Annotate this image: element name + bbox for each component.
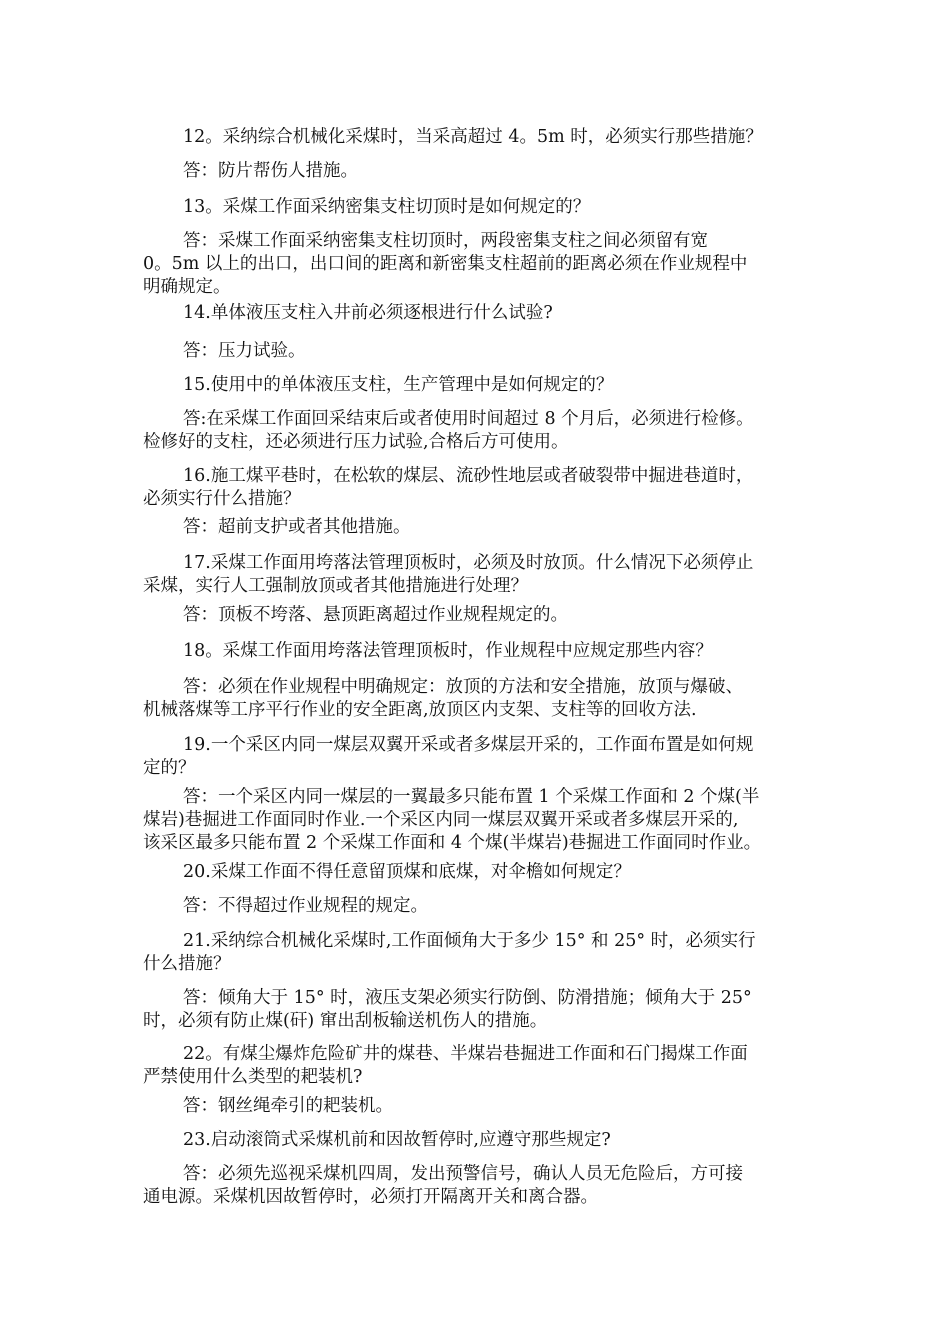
text-line: 13。采煤工作面采纳密集支柱切顶时是如何规定的？: [183, 197, 591, 217]
question-paragraph: [143, 734, 811, 780]
text-line: 答:在采煤工作面回采结束后或者使用时间超过 8 个月后，必须进行检修。: [183, 409, 754, 429]
text-line: 19.一个采区内同一煤层双翼开采或者多煤层开采的，工作面布置是如何规: [183, 735, 754, 755]
question-paragraph: [143, 196, 811, 219]
text-line: 明确规定。: [143, 277, 231, 297]
answer-paragraph: [143, 340, 811, 363]
text-line: 答：必须先巡视采煤机四周，发出预警信号，确认人员无危险后，方可接: [183, 1164, 743, 1184]
text-line: 严禁使用什么类型的耙装机?: [143, 1067, 363, 1087]
text-line: 答：必须在作业规程中明确规定：放顶的方法和安全措施，放顶与爆破、: [183, 677, 743, 697]
answer-paragraph: [143, 408, 811, 454]
answer-paragraph: [143, 895, 811, 918]
answer-paragraph: [143, 1095, 811, 1118]
text-line: 22。有煤尘爆炸危险矿井的煤巷、半煤岩巷掘进工作面和石门揭煤工作面: [183, 1044, 748, 1064]
text-line: 15.使用中的单体液压支柱，生产管理中是如何规定的？: [183, 375, 614, 395]
text-line: 答：倾角大于 15° 时，液压支架必须实行防倒、防滑措施；倾角大于 25°: [183, 988, 752, 1008]
text-line: 答：防片帮伤人措施。: [183, 161, 358, 181]
text-line: 20.采煤工作面不得任意留顶煤和底煤，对伞檐如何规定？: [183, 862, 631, 882]
question-paragraph: [143, 465, 811, 511]
answer-paragraph: [143, 987, 811, 1033]
text-line: 机械落煤等工序平行作业的安全距离,放顶区内支架、支柱等的回收方法.: [143, 700, 697, 720]
question-paragraph: [143, 552, 811, 598]
text-line: 答：顶板不垮落、悬顶距离超过作业规程规定的。: [183, 605, 568, 625]
text-line: 答：超前支护或者其他措施。: [183, 517, 411, 537]
text-line: 必须实行什么措施？: [143, 489, 301, 509]
answer-paragraph: [143, 1163, 811, 1209]
answer-paragraph: [143, 230, 811, 299]
text-line: 检修好的支柱，还必须进行压力试验,合格后方可使用。: [143, 432, 569, 452]
answer-paragraph: [143, 604, 811, 627]
question-paragraph: [143, 640, 811, 663]
text-line: 21.采纳综合机械化采煤时,工作面倾角大于多少 15° 和 25° 时，必须实行: [183, 931, 756, 951]
text-line: 什么措施？: [143, 954, 231, 974]
text-line: 答：采煤工作面采纳密集支柱切顶时，两段密集支柱之间必须留有宽: [183, 231, 708, 251]
answer-paragraph: [143, 786, 811, 855]
question-paragraph: [143, 126, 811, 149]
text-line: 通电源。采煤机因故暂停时，必须打开隔离开关和离合器。: [143, 1187, 598, 1207]
answer-paragraph: [143, 516, 811, 539]
question-paragraph: [143, 302, 811, 325]
text-line: 17.采煤工作面用垮落法管理顶板时，必须及时放顶。什么情况下必须停止: [183, 553, 754, 573]
question-paragraph: [143, 930, 811, 976]
text-line: 时，必须有防止煤(矸) 窜出刮板输送机伤人的措施。: [143, 1011, 548, 1031]
text-line: 采煤，实行人工强制放顶或者其他措施进行处理？: [143, 576, 528, 596]
text-line: 23.启动滚筒式采煤机前和因故暂停时,应遵守那些规定?: [183, 1130, 611, 1150]
text-line: 答：一个采区内同一煤层的一翼最多只能布置 1 个采煤工作面和 2 个煤(半: [183, 787, 760, 807]
answer-paragraph: [143, 160, 811, 183]
text-line: 答：压力试验。: [183, 341, 306, 361]
text-line: 定的？: [143, 758, 196, 778]
text-line: 答：钢丝绳牵引的耙装机。: [183, 1096, 393, 1116]
text-line: 0。5m 以上的出口，出口间的距离和新密集支柱超前的距离必须在作业规程中: [143, 254, 748, 274]
question-paragraph: [143, 1129, 811, 1152]
text-line: 14.单体液压支柱入井前必须逐根进行什么试验?: [183, 303, 553, 323]
answer-paragraph: [143, 676, 811, 722]
text-line: 煤岩)巷掘进工作面同时作业.一个采区内同一煤层双翼开采或者多煤层开采的,: [143, 810, 739, 830]
text-line: 18。采煤工作面用垮落法管理顶板时，作业规程中应规定那些内容？: [183, 641, 713, 661]
question-paragraph: [143, 1043, 811, 1089]
question-paragraph: [143, 861, 811, 884]
text-line: 该采区最多只能布置 2 个采煤工作面和 4 个煤(半煤岩)巷掘进工作面同时作业。: [143, 833, 762, 853]
question-paragraph: [143, 374, 811, 397]
text-line: 16.施工煤平巷时，在松软的煤层、流砂性地层或者破裂带中掘进巷道时，: [183, 466, 754, 486]
text-line: 12。采纳综合机械化采煤时，当采高超过 4。5m 时，必须实行那些措施？: [183, 127, 763, 147]
text-line: 答：不得超过作业规程的规定。: [183, 896, 428, 916]
